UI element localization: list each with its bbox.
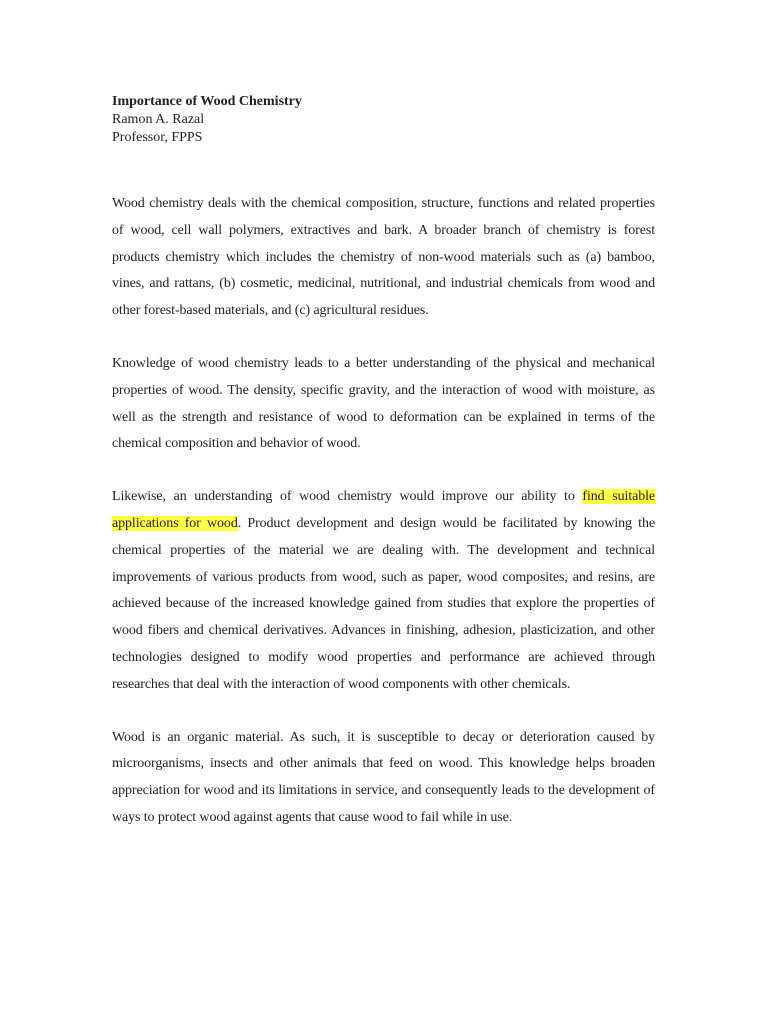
paragraph-2: Knowledge of wood chemistry leads to a better understanding of the physical and mechanical properties of wood. The density, specific gravity, and the interaction of wood with moisture, as well as the strength and resistance of wood to deformation can be explained in terms of the chemical composition and behavior of wood.	[112, 355, 655, 452]
document-page	[112, 93, 655, 832]
paragraph-4: Wood is an organic material. As such, it is susceptible to decay or deterioration caused by microorganisms, insects and other animals that feed on wood. This knowledge helps broaden appreciation for wood and its limitations in service, and consequently leads to the development of ways to protect wood against agents that cause wood to fail while in use.	[112, 729, 655, 825]
document-author: Ramon A. Razal	[112, 112, 205, 127]
document-title: Importance of Wood Chemistry	[112, 94, 302, 109]
paragraph-3	[112, 484, 655, 698]
paragraph-3-text-start: Likewise, an understanding of wood chemistry would improve our ability to	[112, 489, 583, 505]
paragraph-3-text-end: . Product development and design would be facilitated by knowing the chemical properties of the material we are dealing with. The development and technical improvements of various products from wood, such as paper, wood composites, and resins, are achieved because of the increased knowledge gained from studies that explore the properties of wood fibers and chemical derivatives. Advances in finishing, adhesion, plasticization, and other technologies designed to modify wood properties and performance are achieved through researches that deal with the interaction of wood components with other chemicals.	[112, 515, 655, 692]
document-affiliation: Professor, FPPS	[112, 130, 203, 145]
paragraph-1: Wood chemistry deals with the chemical composition, structure, functions and related properties of wood, cell wall polymers, extractives and bark. A broader branch of chemistry is forest products chemistry which includes the chemistry of non-wood materials such as (a) bamboo, vines, and rattans, (b) cosmetic, medicinal, nutritional, and industrial chemicals from wood and other forest-based materials, and (c) agricultural residues.	[112, 196, 655, 319]
highlighted-text: find suitable applications for wood	[112, 489, 655, 531]
